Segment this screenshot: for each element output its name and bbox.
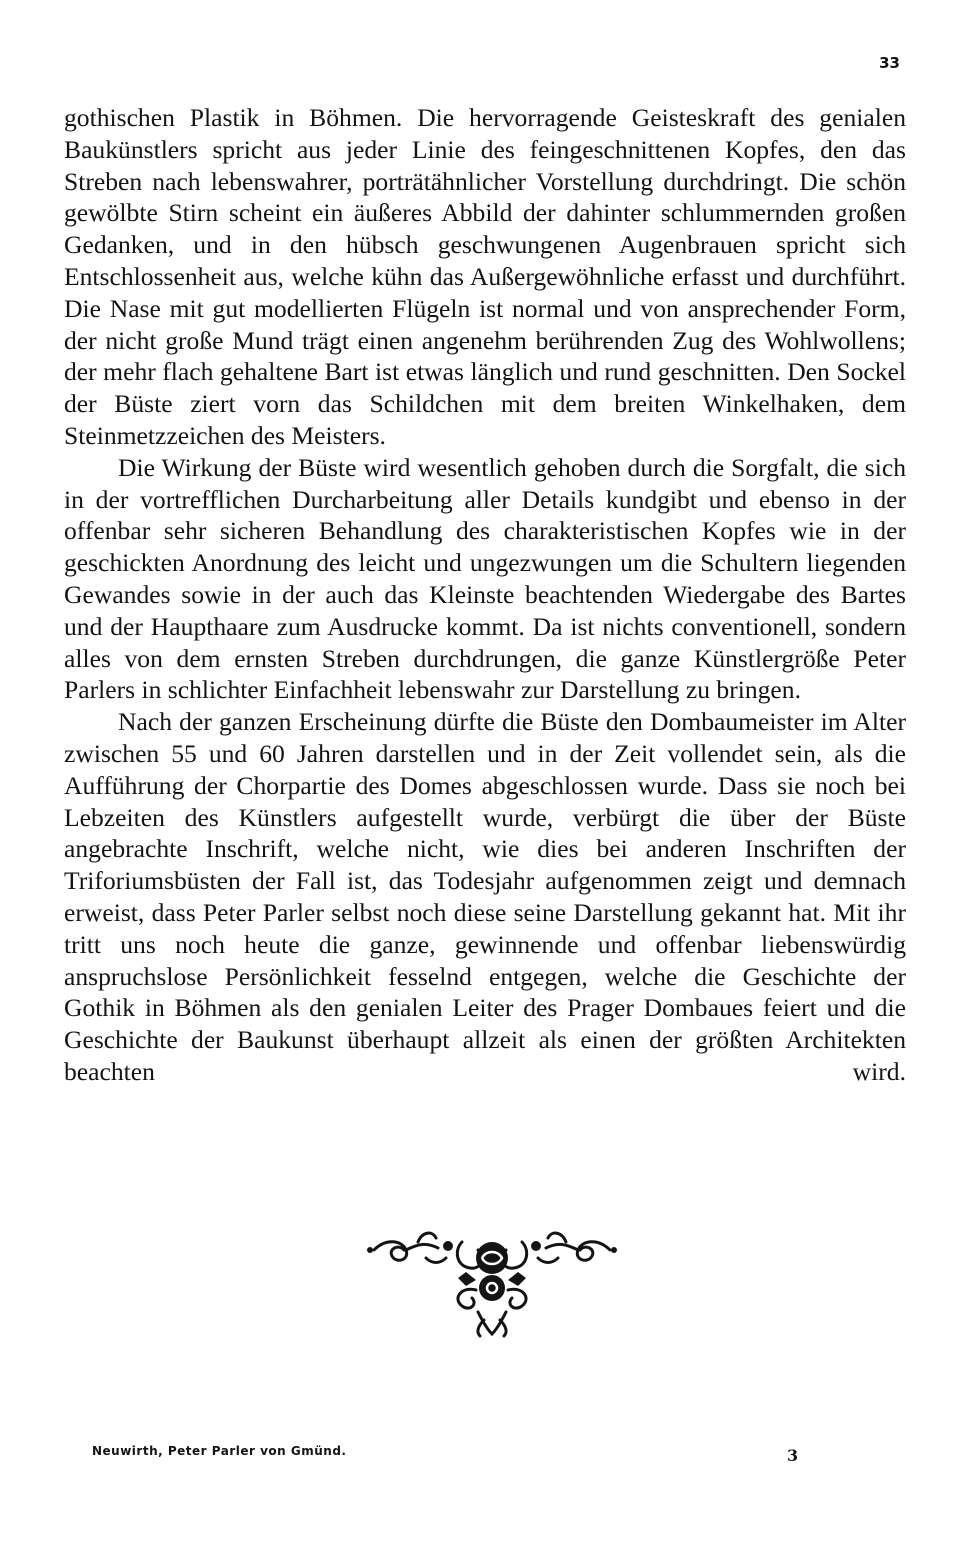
paragraph-1: gothischen Plastik in Böhmen. Die hervorragende Geisteskraft des genialen Baukünstlers spricht aus jeder Linie des feingeschnittenen Kopfes, den das Streben nach lebenswahrer, porträtähnlicher Vorstellung durchdringt. Die schön gewölbte Stirn scheint ein äußeres Abbild der dahinter schlummernden großen Gedanken, und in den hübsch geschwungenen Augenbrauen spricht sich Entschlossenheit aus, welche kühn das Außergewöhnliche erfasst und durchführt. Die Nase mit gut modellierten Flügeln ist normal und von ansprechender Form, der nicht große Mund trägt einen angenehm berührenden Zug des Wohlwollens; der mehr flach gehaltene Bart ist etwas länglich und rund geschnitten. Den Sockel der Büste ziert vorn das Schildchen mit dem breiten Winkelhaken, dem Steinmetzzeichen des Meisters. [64, 103, 906, 450]
paragraph-2: Die Wirkung der Büste wird wesentlich gehoben durch die Sorgfalt, die sich in der vortrefflichen Durcharbeitung aller Details kundgibt und ebenso in der offenbar sehr sicheren Behandlung des charakteristischen Kopfes wie in der geschickten Anordnung des leicht und ungezwungen um die Schultern liegenden Gewandes sowie in der auch das Kleinste beachtenden Wiedergabe des Bartes und der Haupthaare zum Ausdrucke kommt. Da ist nichts conventionell, sondern alles von dem ernsten Streben durchdrungen, die ganze Künstlergröße Peter Parlers in schlichter Einfachheit lebenswahr zur Darstellung zu bringen. [64, 452, 906, 705]
footer-author-title: Neuwirth, Peter Parler von Gmünd. [92, 1444, 347, 1458]
paragraph-3: Nach der ganzen Erscheinung dürfte die Büste den Dombaumeister im Alter zwischen 55 und 60 Jahren darstellen und in der Zeit vollendet sein, als die Aufführung der Chorpartie des Domes abgeschlossen wurde. Dass sie noch bei Lebzeiten des Künstlers aufgestellt wurde, verbürgt die über der Büste angebrachte Inschrift, welche nicht, wie dies bei anderen Inschriften der Triforiumsbüsten der Fall ist, das Todesjahr aufgenommen zeigt und demnach erweist, dass Peter Parler selbst noch diese seine Darstellung gekannt hat. Mit ihr tritt uns noch heute die ganze, gewinnende und offenbar liebenswürdig anspruchslose Persönlichkeit fesselnd entgegen, welche die Geschichte der Gothik in Böhmen als den genialen Leiter des Prager Dombaues feiert und die Geschichte der Baukunst überhaupt allzeit als einen der größten Architekten beachten wird. [64, 707, 906, 1086]
body-text [64, 102, 906, 1088]
signature-mark: 3 [787, 1446, 799, 1465]
floral-vignette-icon [366, 1220, 618, 1340]
page-number: 33 [879, 54, 900, 72]
